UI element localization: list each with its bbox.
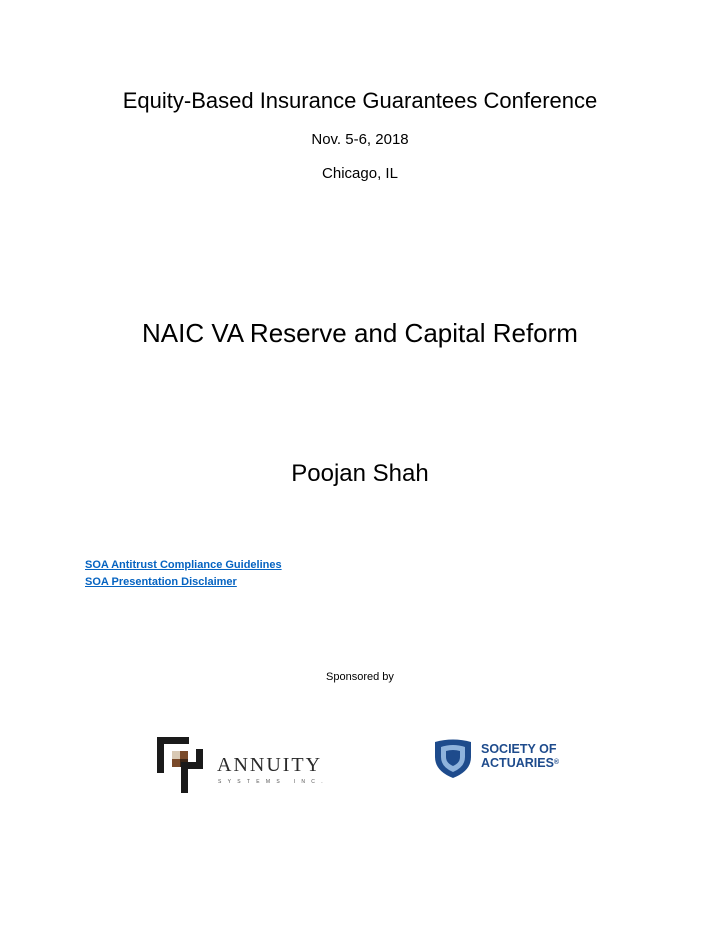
conference-location: Chicago, IL [322,165,398,182]
antitrust-guidelines-link[interactable]: SOA Antitrust Compliance Guidelines [85,559,282,571]
annuity-mark-icon [155,735,205,795]
soa-logo [432,737,572,779]
annuity-subtitle: SYSTEMS INC. [218,779,329,785]
session-title: NAIC VA Reserve and Capital Reform [142,318,578,348]
speaker-name: Poojan Shah [291,460,429,487]
conference-date: Nov. 5-6, 2018 [311,131,409,148]
presentation-disclaimer-link[interactable]: SOA Presentation Disclaimer [85,576,237,588]
sponsored-by-label: Sponsored by [326,671,394,683]
soa-line-2-text: ACTUARIES [481,756,554,770]
soa-wordmark [481,742,559,770]
compliance-links [85,557,282,591]
conference-title: Equity-Based Insurance Guarantees Conference [122,88,598,113]
soa-line-2 [481,756,559,770]
soa-shield-icon [432,737,474,779]
annuity-wordmark: ANNUITY [217,754,323,776]
soa-line-1: SOCIETY OF [481,742,557,756]
annuity-systems-logo [155,735,329,795]
registered-mark: ® [553,759,560,766]
